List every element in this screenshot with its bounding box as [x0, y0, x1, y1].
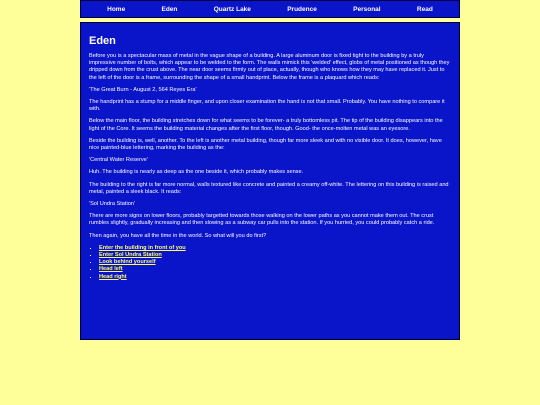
- story-paragraph: The handprint has a stump for a middle finger, and upon closer examination the hand is not that small. Probably. You have nothing to compare it with.: [89, 99, 445, 113]
- nav-prudence-link[interactable]: Prudence: [287, 5, 317, 13]
- choice-item: [99, 259, 451, 266]
- page-title: Eden: [89, 35, 116, 47]
- content-panel: [80, 22, 460, 340]
- nav-personal-link[interactable]: Personal: [353, 5, 381, 13]
- choice-look-behind-link[interactable]: Look behind yourself: [99, 259, 156, 266]
- nav-quartz-lake-link[interactable]: Quartz Lake: [213, 5, 251, 13]
- nav-home-link[interactable]: Home: [107, 5, 126, 13]
- nav-eden-link[interactable]: Eden: [161, 5, 178, 13]
- story-paragraph: Beside the building is, well, another. To the left is another metal building, though far more sleek and with no visible door. It does, however, have nice painted-blue lettering, marking the building as the:: [89, 137, 442, 152]
- choice-head-left-link[interactable]: Head left: [99, 266, 123, 273]
- page-wrapper: [80, 0, 460, 340]
- nav-read-link[interactable]: Read: [416, 5, 433, 13]
- story-paragraph: The building to the right is far more normal, walls textured like concrete and painted a creamy off-white. The lettering on this building is raised and metal, painted a sleek black. It reads:: [89, 181, 449, 195]
- plaque-text: 'The Great Burn - August 2, 564 Reyes Era': [89, 86, 197, 93]
- choice-item: [99, 252, 451, 259]
- story-paragraph: There are more signs on lower floors, probably targetted towards those walking on the lower paths as you cannot make them out. The crust rumbles slightly, gradually increasing and then slowing as a subway car pulls into the station. If you hurried, you could probably catch a ride.: [89, 213, 435, 227]
- choice-item: [99, 245, 451, 252]
- story-paragraph: Before you is a spectacular mass of metal in the vague shape of a building. A large aluminum door is fixed tight to the building by a truly impressive number of bolts, which appear to be welded to the form. The walls mimick this 'welded' effect, globs of metal positioned as though they dripped down from the crust above. The near door seems firmly out of place, actually, though who knows how they may have replaced it. Just to the left of the door is a frame, surrounding the shape of a small handprint. Below the frame is a plaquard which reads:: [89, 53, 450, 81]
- choice-list: [89, 245, 451, 281]
- sign-text: 'Central Water Reserve': [89, 157, 148, 164]
- story-prompt: Then again, you have all the time in the world. So what will you do first?: [89, 232, 267, 239]
- choice-enter-building-link[interactable]: Enter the building in front of you: [99, 244, 186, 251]
- choice-head-right-link[interactable]: Head right: [99, 273, 127, 280]
- top-nav: [80, 0, 460, 18]
- story-paragraph: Huh. The building is nearly as deep as the one beside it, which probably makes sense.: [89, 169, 304, 176]
- choice-item: [99, 274, 451, 281]
- choice-item: [99, 266, 451, 273]
- choice-enter-station-link[interactable]: Enter Sol Undra Station: [99, 252, 162, 259]
- story-paragraph: Below the main floor, the building stretches down for what seems to be forever- a truly bottomless pit. The tip of the building disappears into the light of the Core. It seems the building material changes after the first floor, though. Good- the once-molten metal was an eyesore.: [89, 118, 443, 132]
- sign-text: 'Sol Undra Station': [89, 201, 135, 208]
